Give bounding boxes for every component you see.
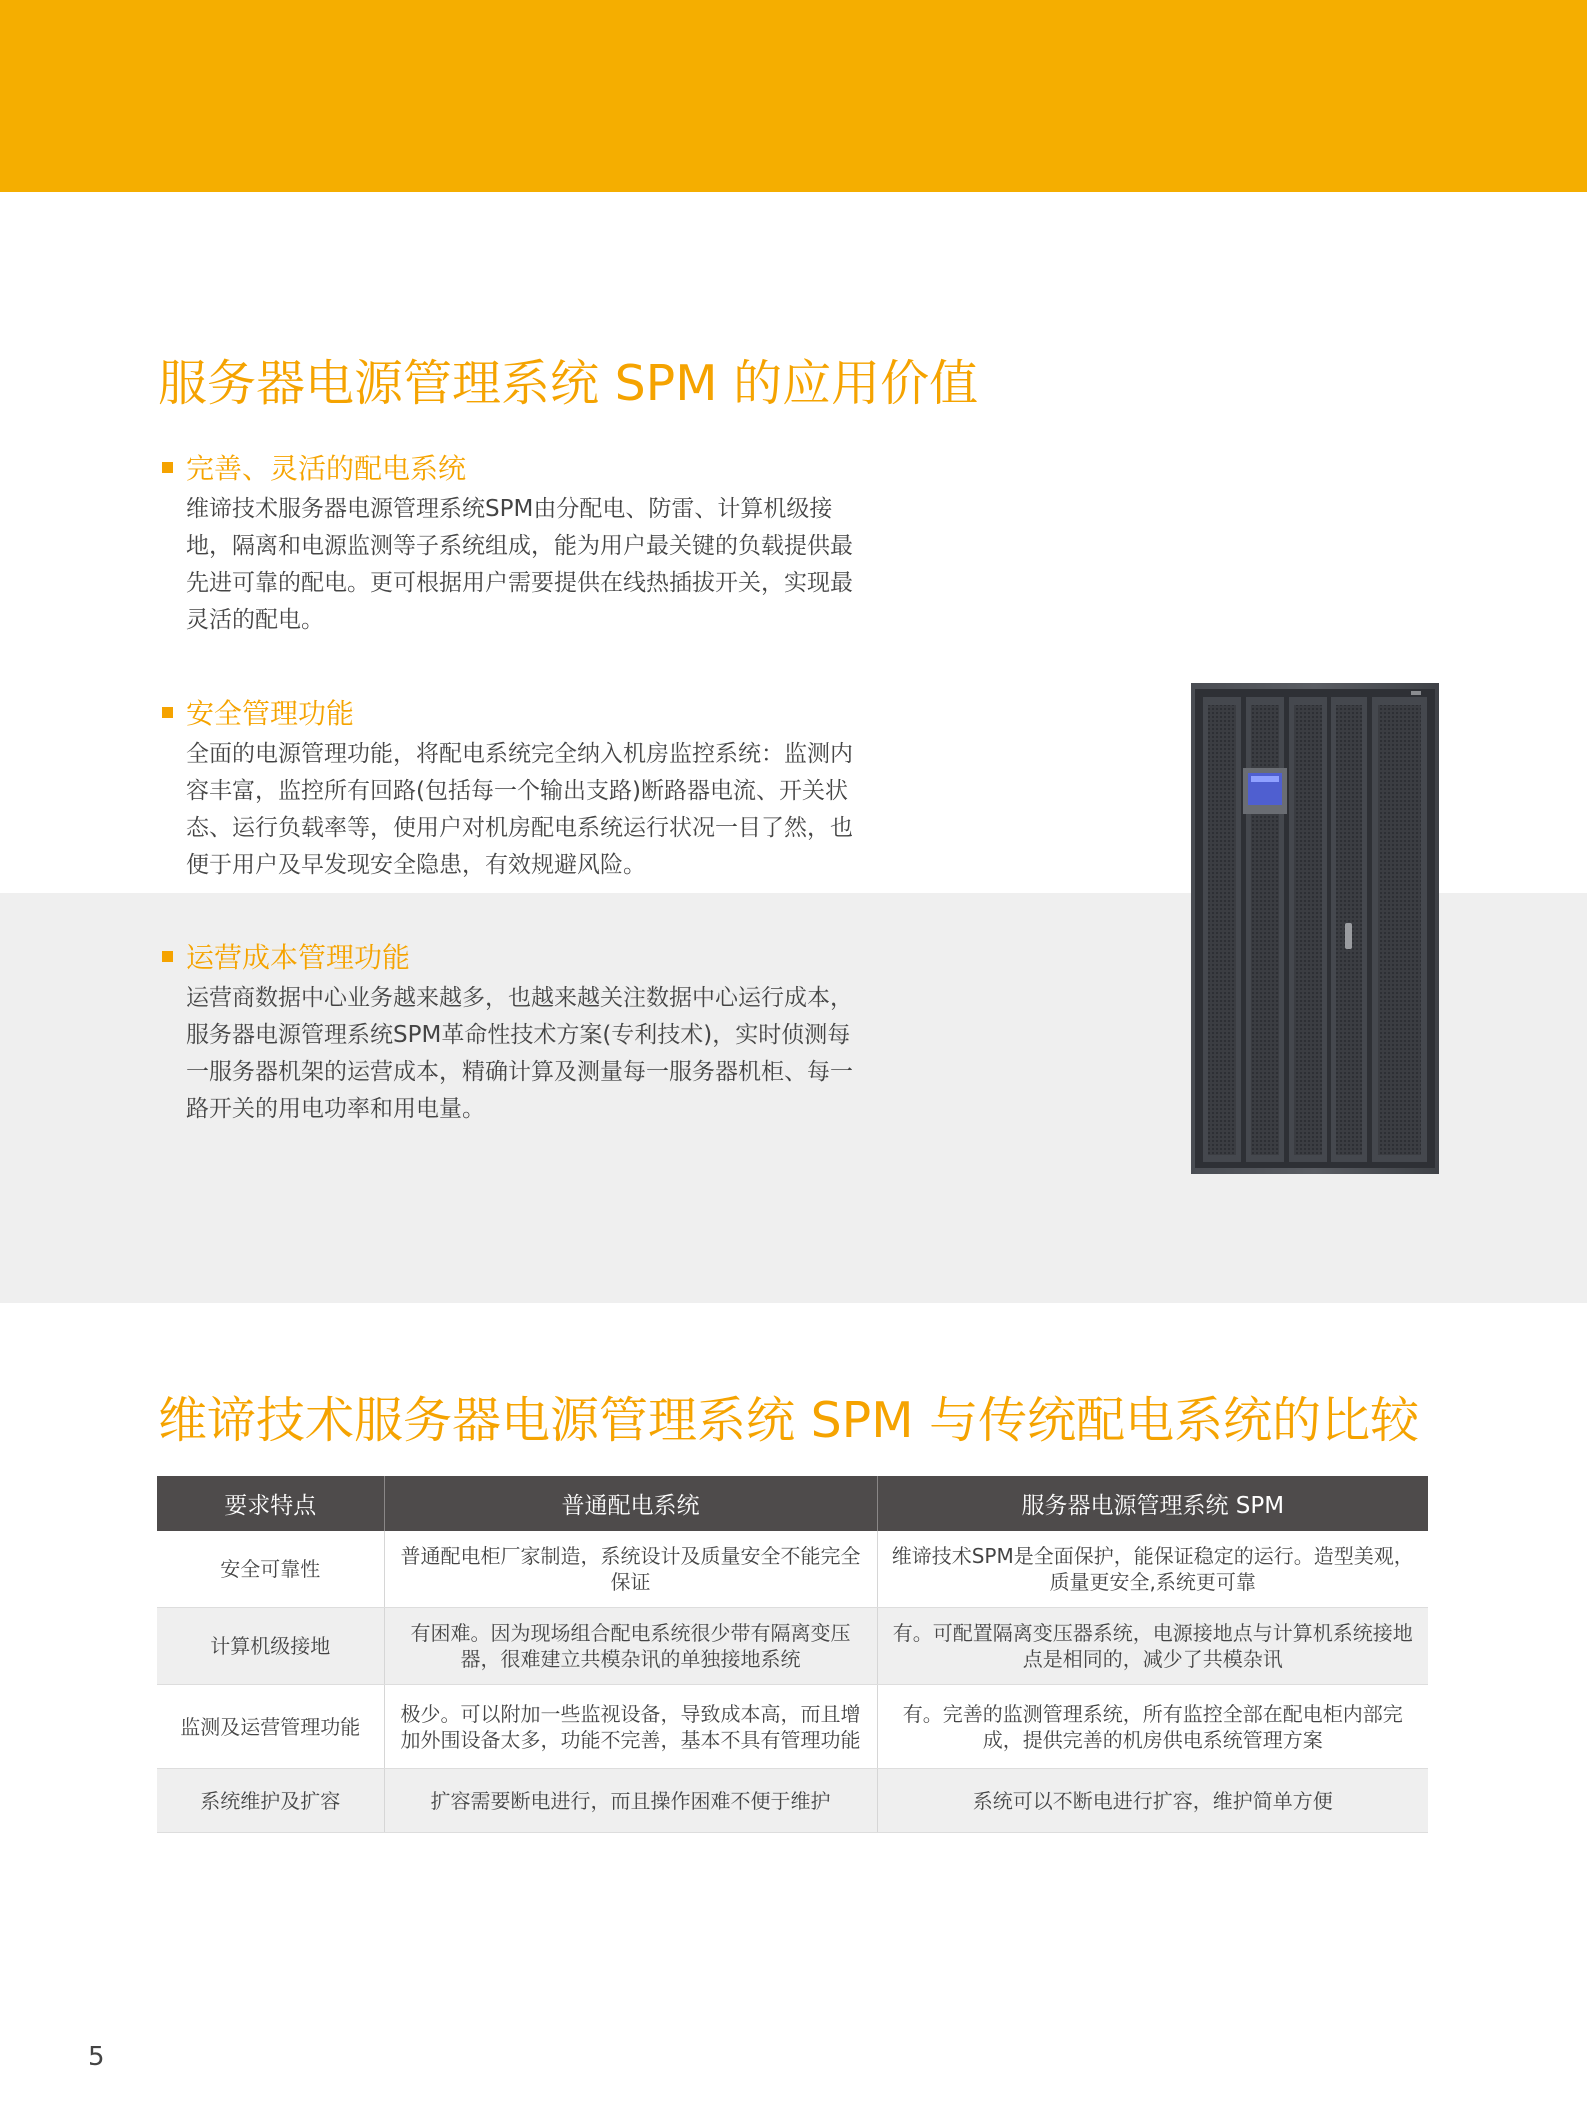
table-row <box>157 1531 1428 1608</box>
column-header: 服务器电源管理系统 SPM <box>877 1476 1428 1531</box>
server-cabinet-image <box>1191 683 1439 1174</box>
table-cell-feature: 计算机级接地 <box>157 1608 384 1685</box>
table-cell-traditional: 扩容需要断电进行，而且操作困难不便于维护 <box>384 1769 877 1833</box>
table-row <box>157 1769 1428 1833</box>
feature-title: 完善、灵活的配电系统 <box>186 452 467 485</box>
section-title-application-value: 服务器电源管理系统 SPM 的应用价值 <box>158 355 979 412</box>
feature-description: 维谛技术服务器电源管理系统SPM由分配电、防雷、计算机级接地，隔离和电源监测等子系统组成，能为用户最关键的负载提供最先进可靠的配电。更可根据用户需要提供在线热插拔开关，实现最灵活的配电。 <box>186 496 853 633</box>
feature-heading <box>162 447 862 487</box>
table-cell-feature: 安全可靠性 <box>157 1531 384 1608</box>
table-cell-traditional: 普通配电柜厂家制造，系统设计及质量安全不能完全保证 <box>384 1531 877 1608</box>
table-row <box>157 1685 1428 1769</box>
top-banner <box>0 0 1587 192</box>
feature-description: 运营商数据中心业务越来越多，也越来越关注数据中心运行成本，服务器电源管理系统SPM革命性技术方案(专利技术)，实时侦测每一服务器机架的运营成本，精确计算及测量每一服务器机柜、每一路开关的用电功率和用电量。 <box>186 985 853 1122</box>
table-header-row <box>157 1476 1428 1531</box>
table-cell-feature: 监测及运营管理功能 <box>157 1685 384 1769</box>
table-cell-spm: 有。完善的监测管理系统，所有监控全部在配电柜内部完成，提供完善的机房供电系统管理方案 <box>877 1685 1428 1769</box>
feature-title: 运营成本管理功能 <box>186 941 411 974</box>
table-cell-spm: 系统可以不断电进行扩容，维护简单方便 <box>877 1769 1428 1833</box>
page-number: 5 <box>88 2042 105 2072</box>
feature-description: 全面的电源管理功能，将配电系统完全纳入机房监控系统：监测内容丰富，监控所有回路(包括每一个输出支路)断路器电流、开关状态、运行负载率等，使用户对机房配电系统运行状况一目了然，也便于用户及早发现安全隐患，有效规避风险。 <box>186 741 853 878</box>
table-cell-feature: 系统维护及扩容 <box>157 1769 384 1833</box>
table-cell-spm: 维谛技术SPM是全面保护，能保证稳定的运行。造型美观，质量更安全,系统更可靠 <box>877 1531 1428 1608</box>
feature-flexible-distribution <box>162 447 862 639</box>
square-bullet-icon <box>162 462 173 473</box>
square-bullet-icon <box>162 951 173 962</box>
table-cell-spm: 有。可配置隔离变压器系统，电源接地点与计算机系统接地点是相同的，减少了共模杂讯 <box>877 1608 1428 1685</box>
square-bullet-icon <box>162 707 173 718</box>
table-cell-traditional: 有困难。因为现场组合配电系统很少带有隔离变压器，很难建立共模杂讯的单独接地系统 <box>384 1608 877 1685</box>
feature-heading <box>162 692 862 732</box>
feature-title: 安全管理功能 <box>186 697 355 730</box>
table-row <box>157 1608 1428 1685</box>
comparison-table <box>157 1476 1428 1833</box>
feature-safety-management <box>162 692 862 884</box>
table-cell-traditional: 极少。可以附加一些监视设备，导致成本高，而且增加外围设备太多，功能不完善，基本不具有管理功能 <box>384 1685 877 1769</box>
column-header: 要求特点 <box>157 1476 384 1531</box>
feature-operating-cost-management <box>162 936 862 1128</box>
feature-heading <box>162 936 862 976</box>
section-title-comparison: 维谛技术服务器电源管理系统 SPM 与传统配电系统的比较 <box>158 1392 1420 1449</box>
column-header: 普通配电系统 <box>384 1476 877 1531</box>
